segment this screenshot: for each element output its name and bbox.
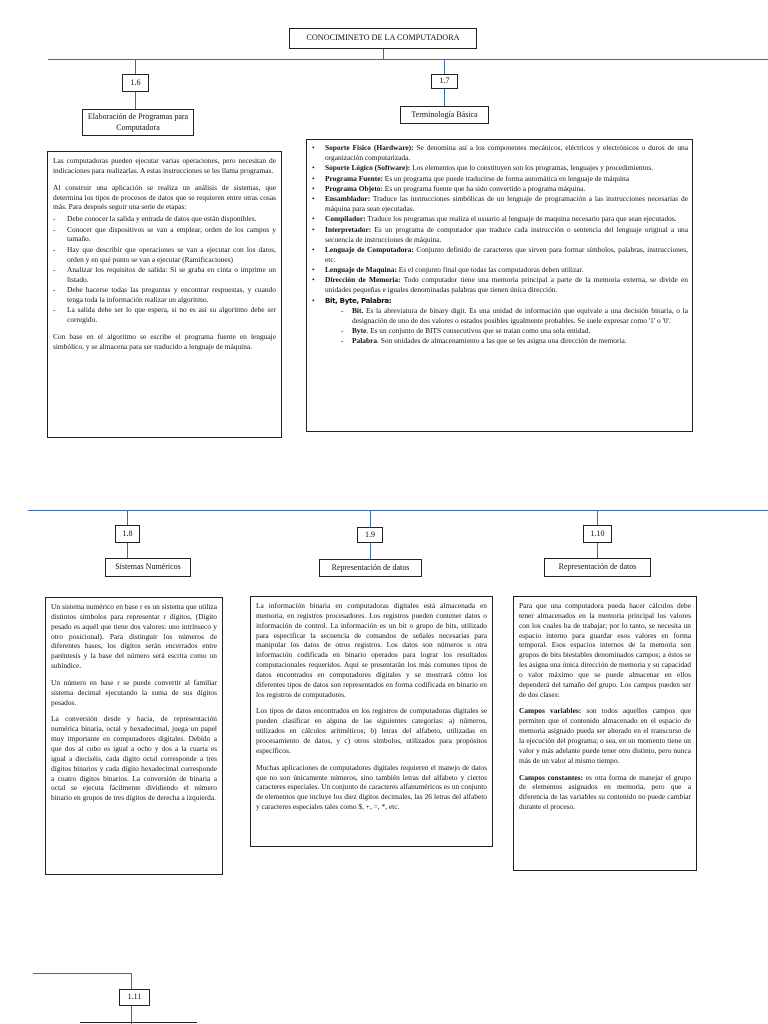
list-item: - Conocer que dispositivos se van a emplear, orden de los campos y tamaño. [53,225,276,245]
connector [135,92,136,109]
paragraph: La conversión desde y hacia, de representación numérica binaria, octal y hexadecimal, juega un papel muy importante en computadores digitales. Debido a que dos al cubo es igual a ocho y dos a la cuarta es igual a dieciséis, cada dígito octal corresponde a tres dígitos binarios y cada dígito hexadecimal corresponde a cuatro dígitos binarios. La conversión de binaria a octal se ejecuta fácilmente dividiendo el número binario en grupos de tres dígitos de derecha a izquierda. [51,714,217,803]
paragraph: La información binaria en computadoras digitales está almacenada en memoria, en registros procesadores. Los registros pueden contener datos o información de control. La información es un bit o grupo de bits, utilizado para especificar la secuencia de comandos de señales necesarias para manipular los datos de otros registros. Los datos son números u otra información codificada en binario operados para lograr los resultados computacionales requeridos. Aquí se presentarán los más comunes tipos de datos encontrados en computadores digitales y se mostrará cómo los diferentes tipos de datos son representados en forma codificada en binario en los registros de computadores. [256,601,487,699]
bit-byte-list [341,306,688,345]
list-item [311,163,688,173]
paragraph: Para que una computadora pueda hacer cálculos debe tener almacenados en la memoria principal los valores con los cuales ha de trabajar; por lo tanto, se necesita un espacio interno para guardar esos valores en forma temporal. Esos espacios internos de la memoria son grupos de bits biestables denominados campos; a éstos se les asigna una única dirección de memoria y su capacidad o valor máximo que se puede almacenar en ellos dependerá del tamaño del grupo. Los campos pueden ser de dos clases: [519,601,691,699]
list-item [311,214,688,224]
connector [597,510,598,525]
section-number-1-8: 1.8 [115,525,140,543]
definition: Los elementos que lo constituyen son los programas, lenguajes y procedimientos. [410,163,654,173]
paragraph: Un número en base r se puede convertir al familiar sistema decimal ejecutando la suma de sus dígitos pesados. [51,677,217,707]
list-item [311,296,688,306]
definition: Se denomina así a los componentes mecánicos, eléctricos y electrónicos o duros de una organización computarizada. [325,143,688,162]
term: Lenguaje de Maquina: [325,265,397,275]
connector [444,89,445,106]
term: Programa Fuente: [325,173,383,183]
section-body-1-9 [250,596,493,847]
section-body-1-6 [47,151,282,438]
section-heading-1-8: Sistemas Numéricos [105,558,191,577]
list-item: - Debe conocer la salida y entrada de datos que están disponibles. [53,214,276,224]
term: Lenguaje de Computadora: [325,244,414,254]
term: Programa Objeto: [325,183,383,193]
definition: . Es un conjunto de BITS consecutivos que se tratan como una sola entidad. [366,326,591,336]
list-item: - Debe hacerse todas las preguntas y encontrar respuestas, y cuando tenga toda la información realizar un algoritmo. [53,285,276,305]
list-item: - Analizar los requisitos de salida: Si se graba en cinta o imprime un listado. [53,265,276,285]
definition: Traduce los programas que realiza el usuario al lenguaje de maquina necesario para que sean ejecutados. [365,214,677,224]
connector [33,973,131,974]
connector [48,59,768,60]
section-number-1-9: 1.9 [357,527,383,543]
paragraph: Con base en el algoritmo se escribe el programa fuente en lenguaje simbólico, y se almacena para ser traducido a lenguaje de máquina. [53,332,276,351]
connector [444,59,445,74]
definition: Conjunto definido de caracteres que sirven para formar símbolos, palabras, instrucciones, etc. [325,244,688,264]
section-heading-1-7: Terminología Básica [400,106,489,124]
section-heading-1-6: Elaboración de Programas para Computadora [82,109,194,136]
definition: Es un programa fuente que ha sido convertido a programa máquina. [382,183,586,193]
definition: es otra forma de manejar el grupo de elementos asignados en memoria, pero que a diferencia de las variables su contenido no puede cambiar durante el proceso. [519,772,691,812]
term: Campos variables: [519,706,582,716]
term: Interpretador: [325,224,372,234]
list-item: - La salida debe ser lo que espera, si no es así su algoritmo debe ser corregido. [53,305,276,325]
paragraph: Muchas aplicaciones de computadores digitales requieren el manejo de datos que no son únicamente números, sino también letras del alfabeto y ciertos caracteres especiales. Un conjunto de caracteres alfanuméricos es un conjunto de elementos que incluye los diez dígitos decimales, las 26 letras del alfabeto y caracteres especiales tales como $, +, =, *, etc. [256,762,487,812]
section-number-1-10: 1.10 [583,525,612,543]
list-item [311,275,688,295]
term: Compilador: [325,214,366,224]
term: Campos constantes: [519,772,583,782]
definition: Todo computador tiene una memoria principal a parte de la memoria externa, se divide en unidades pequeñas e iguales denominadas palabras que tienen única dirección. [325,275,688,295]
paragraph: Los tipos de datos encontrados en los registros de computadoras digitales se pueden clasificar en alguna de las siguientes categorías: a) números, utilizados en cálculos aritméticos; b) letras del alfabeto, utilizadas en procesamiento de datos, y c) otros símbolos, utilizados para propósitos específicos. [256,706,487,755]
connector [131,973,132,989]
section-number-1-11: 1.11 [119,989,150,1006]
list-item [341,326,688,336]
definition: Es el conjunto final que todas las computadoras deben utilizar. [396,265,584,275]
page-title: CONOCIMINETO DE LA COMPUTADORA [289,28,477,49]
paragraph [519,773,691,812]
section-body-1-7 [306,139,693,432]
term: Bit, Byte, Palabra: [325,296,392,305]
connector [597,543,598,558]
paragraph: Al construir una aplicación se realiza un análisis de sistemas, que determina los tipos de procesos de datos que se requieren entre otras cosas más. Para después seguir una serie de etapas: [53,182,276,212]
term: Bit. [352,306,364,316]
section-number-1-6: 1.6 [122,74,149,92]
definition: son todos aquellos campos que permiten que el contenido almacenado en el espacio de memoria asignado pueda ser alterado en el transcurso de la ejecución del programa; o sea, en un momento tiene un valor y más adelante puede tener otro distinto, pero nunca más de un valor al mismo tiempo. [519,706,691,765]
connector [370,510,371,527]
paragraph: Un sistema numérico en base r es un sistema que utiliza distintos símbolos para representar r dígitos, (Dígito pesado es aquél que tiene dos valores: uno intrínseco y otro posicional). Para distinguir los números de diferentes bases, los dígitos serán encerrados entre paréntesis y la base del número será escrita como un subíndice. [51,602,217,671]
definition: Es un programa que puede traducirse de forma automática en lenguaje de máquina [382,173,630,183]
term: Ensamblador: [325,194,371,204]
list-item [311,194,688,214]
definition: . Son unidades de almacenamiento a las que se les asigna una dirección de memoria. [377,335,627,345]
section-heading-1-10: Representación de datos [544,558,651,577]
section-heading-1-9: Representación de datos [319,559,422,577]
list-item [311,225,688,245]
list-item [311,265,688,275]
section-body-1-8 [45,597,223,875]
term: Byte [352,326,367,336]
list-item [341,336,688,346]
connector [127,543,128,558]
section-number-1-7: 1.7 [431,74,458,89]
connector [370,543,371,559]
section-body-1-10 [513,596,697,871]
list-item [311,184,688,194]
definition: Traduce las instrucciones simbólicas de un lenguaje de programación a las instrucciones necesarias de máquina para sean ejecutadas. [325,194,688,214]
paragraph: Las computadoras pueden ejecutar varias operaciones, pero necesitan de indicaciones para realizarlas. A estas instrucciones se les llama programas. [53,156,276,175]
list-item [311,143,688,163]
list-item: - Hay que describir que operaciones se van a ejecutar con los datos, orden y en qué punto se van a ejecutar (Ramificaciones) [53,245,276,265]
connector [135,59,136,74]
list-item [311,245,688,265]
connector [28,510,768,511]
term: Dirección de Memoria: [325,275,401,285]
term: Soporte Físico (Hardware): [325,143,414,152]
connector [127,510,128,525]
list-item [341,306,688,326]
list-item [311,174,688,184]
terms-list [311,143,688,306]
term: Palabra [352,335,378,345]
steps-list [53,214,276,325]
definition: Es un programa de computador que traduce cada instrucción o sentencia del lenguaje original a una secuencia de instrucciones de máquina. [325,224,688,244]
connector [383,49,384,59]
connector [80,1022,197,1023]
term: Soporte Lógico (Software): [325,163,411,173]
paragraph [519,706,691,765]
definition: Es la abreviatura de binary digit. Es una unidad de información que equivale a una decisión binaria, o la designación de uno de dos valores o estados posibles igualmente probables. Se suele expresar como '1' o '0'. [352,306,688,326]
